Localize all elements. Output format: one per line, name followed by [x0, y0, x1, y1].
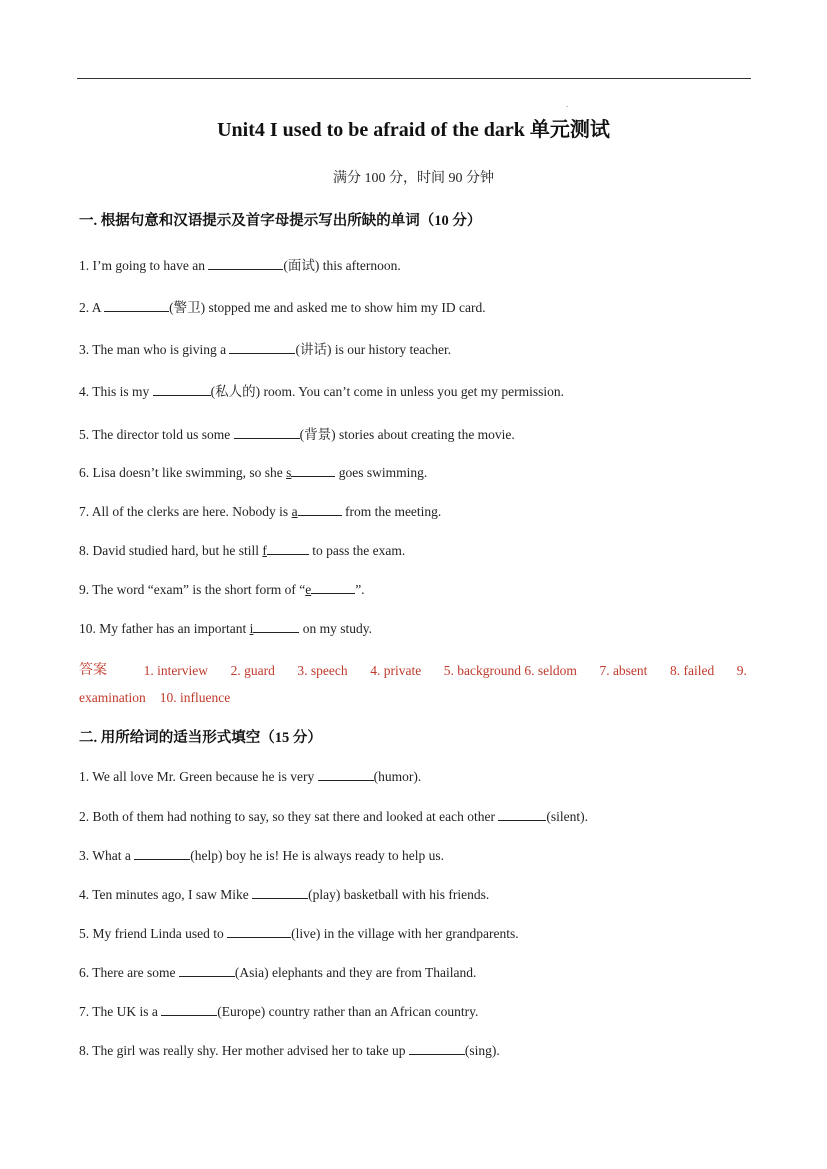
question-hint: from the meeting. [341, 504, 442, 519]
question-hint: (背景) stories about creating the movie. [299, 427, 515, 442]
question-line [79, 1003, 478, 1020]
answer-blank[interactable] [161, 1003, 217, 1016]
question-hint: (help) boy he is! He is always ready to help us. [190, 848, 445, 863]
answer-blank[interactable] [227, 925, 291, 938]
question-line [79, 808, 588, 825]
question-hint: ”. [355, 582, 365, 597]
question-hint: (讲话) is our history teacher. [295, 342, 452, 357]
question-text: 6. Lisa doesn’t like swimming, so she [79, 465, 287, 480]
first-letter-hint: s [286, 465, 292, 480]
question-line [79, 542, 405, 559]
first-letter-hint: e [305, 582, 312, 597]
answer-item: 9. [736, 663, 747, 678]
question-hint: (面试) this afternoon. [283, 258, 401, 273]
question-hint: (play) basketball with his friends. [308, 887, 490, 902]
header-rule [77, 78, 751, 79]
question-line [79, 847, 444, 864]
question-hint: on my study. [299, 621, 372, 636]
answer-blank[interactable] [104, 299, 169, 312]
question-line [79, 1042, 500, 1059]
answer-blank[interactable] [234, 426, 300, 439]
question-text: 5. My friend Linda used to [79, 926, 228, 941]
question-hint: (警卫) stopped me and asked me to show him my ID card. [169, 300, 486, 315]
question-line [79, 620, 372, 637]
first-letter-hint: a [291, 504, 298, 519]
answer-item: 2. guard [230, 663, 275, 678]
question-hint: (Europe) country rather than an African country. [217, 1004, 479, 1019]
question-hint: (Asia) elephants and they are from Thailand. [234, 965, 477, 980]
question-text: 5. The director told us some [79, 427, 234, 442]
question-line [79, 423, 515, 443]
answer-item: 1. interview [143, 663, 209, 678]
page-subtitle: 满分 100 分，时间 90 分钟 [333, 171, 494, 186]
question-hint: to pass the exam. [308, 543, 406, 558]
answer-blank[interactable] [252, 886, 308, 899]
page-title: Unit4 I used to be afraid of the dark 单元测试 [217, 119, 610, 141]
question-line [79, 768, 421, 785]
question-text: 8. David studied hard, but he still [79, 543, 263, 558]
answer-blank[interactable] [498, 808, 546, 821]
answer-item: 7. absent [599, 663, 648, 678]
question-text: 2. A [79, 300, 105, 315]
answer-blank[interactable] [134, 847, 190, 860]
answer-blank[interactable] [208, 257, 283, 270]
question-text: 6. There are some [79, 965, 179, 980]
stray-mark: . [566, 100, 568, 109]
first-letter-hint: f [262, 543, 267, 558]
answer-item: 5. background 6. seldom [443, 663, 577, 678]
answer-label: 答案 [79, 663, 107, 678]
answer-blank[interactable] [311, 581, 355, 594]
answer-row [79, 684, 747, 711]
answer-blank[interactable] [229, 341, 295, 354]
question-text: 3. The man who is giving a [79, 342, 230, 357]
question-line [79, 964, 476, 981]
question-line [79, 380, 564, 400]
question-text: 9. The word “exam” is the short form of “ [79, 582, 306, 597]
question-text: 2. Both of them had nothing to say, so they sat there and looked at each other [79, 809, 499, 824]
answer-item: 10. influence [159, 690, 231, 705]
question-hint: (sing). [464, 1043, 500, 1058]
question-text: 1. We all love Mr. Green because he is very [79, 769, 318, 784]
answer-blank[interactable] [409, 1042, 465, 1055]
question-hint: (humor). [373, 769, 422, 784]
answer-blank[interactable] [318, 768, 374, 781]
question-text: 7. All of the clerks are here. Nobody is [79, 504, 292, 519]
question-line [79, 254, 401, 274]
answer-key [79, 657, 747, 711]
first-letter-hint: i [249, 621, 254, 636]
answer-blank[interactable] [179, 964, 235, 977]
answer-blank[interactable] [298, 503, 342, 516]
answer-item: 8. failed [670, 663, 715, 678]
question-hint: (私人的) room. You can’t come in unless you get my permission. [210, 384, 564, 399]
answer-blank[interactable] [153, 383, 211, 396]
question-text: 4. This is my [79, 384, 153, 399]
answer-blank[interactable] [291, 464, 335, 477]
question-line [79, 503, 441, 520]
question-line [79, 886, 489, 903]
answer-item: 3. speech [297, 663, 348, 678]
question-text: 8. The girl was really shy. Her mother advised her to take up [79, 1043, 409, 1058]
section1-heading: 一. 根据句意和汉语提示及首字母提示写出所缺的单词（10 分） [79, 213, 482, 229]
question-line [79, 338, 451, 358]
question-text: 7. The UK is a [79, 1004, 162, 1019]
question-hint: (live) in the village with her grandparents. [291, 926, 519, 941]
question-hint: goes swimming. [335, 465, 428, 480]
answer-item: 4. private [370, 663, 422, 678]
question-text: 10. My father has an important [79, 621, 250, 636]
section2-heading: 二. 用所给词的适当形式填空（15 分） [79, 730, 322, 746]
question-text: 1. I’m going to have an [79, 258, 209, 273]
question-hint: (silent). [546, 809, 589, 824]
question-line [79, 925, 519, 942]
question-text: 4. Ten minutes ago, I saw Mike [79, 887, 253, 902]
question-line [79, 464, 427, 481]
answer-row [79, 657, 747, 684]
question-text: 3. What a [79, 848, 135, 863]
question-line [79, 296, 486, 316]
answer-blank[interactable] [253, 620, 299, 633]
answer-item: examination [79, 690, 146, 705]
answer-blank[interactable] [267, 542, 309, 555]
question-line [79, 581, 365, 598]
